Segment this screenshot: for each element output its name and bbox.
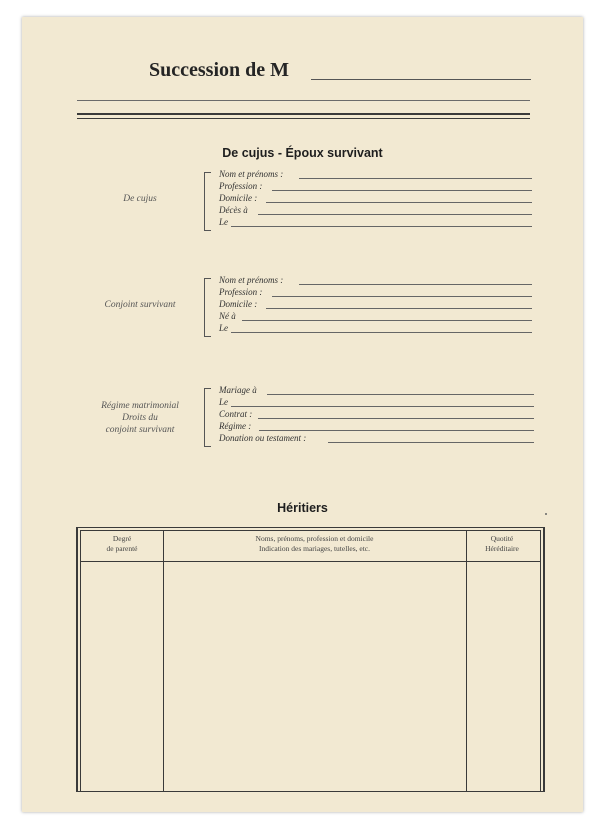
field-label: Contrat : (219, 409, 253, 419)
conjoint-field-le[interactable] (219, 323, 532, 335)
de-cujus-field-deces[interactable] (219, 205, 532, 217)
field-line (299, 284, 532, 285)
field-label: Profession : (219, 287, 263, 297)
field-line (231, 226, 532, 227)
conjoint-field-profession[interactable] (219, 287, 532, 299)
field-label: Né à (219, 311, 236, 321)
regime-field-donation[interactable] (219, 433, 534, 445)
field-line (299, 178, 532, 179)
field-label: Mariage à (219, 385, 257, 395)
heritiers-table (76, 527, 545, 792)
field-label: Donation ou testament : (219, 433, 307, 443)
regime-field-contrat[interactable] (219, 409, 534, 421)
title-fill-line (311, 79, 531, 80)
field-label: Profession : (219, 181, 263, 191)
regime-label-line-3: conjoint survivant (105, 425, 175, 435)
conjoint-field-name[interactable] (219, 275, 532, 287)
column-header-degre (81, 534, 163, 554)
field-line (242, 320, 532, 321)
table-inner-frame (80, 530, 541, 792)
column-divider-1 (163, 531, 164, 792)
header-double-rule (77, 113, 530, 119)
field-label: Le (219, 323, 228, 333)
field-line (231, 332, 532, 333)
de-cujus-field-le[interactable] (219, 217, 532, 229)
de-cujus-field-domicile[interactable] (219, 193, 532, 205)
field-label: Nom et prénoms : (219, 169, 284, 179)
field-label: Décès à (219, 205, 248, 215)
field-line (258, 214, 532, 215)
field-label: Domicile : (219, 299, 258, 309)
regime-field-mariage[interactable] (219, 385, 534, 397)
column-header-line: Héréditaire (485, 544, 519, 553)
field-label: Nom et prénoms : (219, 275, 284, 285)
field-line (272, 190, 532, 191)
de-cujus-field-profession[interactable] (219, 181, 532, 193)
de-cujus-field-name[interactable] (219, 169, 532, 181)
form-sheet (22, 17, 583, 812)
column-header-line: Quotité (490, 534, 514, 543)
field-line (266, 308, 532, 309)
column-header-line: Noms, prénoms, profession et domicile (255, 534, 374, 543)
conjoint-field-ne[interactable] (219, 311, 532, 323)
section-heading-de-cujus: De cujus - Époux survivant (222, 146, 383, 160)
regime-label (65, 400, 215, 436)
column-header-quotite (466, 534, 538, 554)
regime-bracket (204, 388, 211, 447)
title-row (149, 59, 569, 89)
stray-dot (545, 513, 547, 515)
regime-field-le[interactable] (219, 397, 534, 409)
regime-label-line-2: Droits du (122, 413, 158, 423)
column-header-line: Degré (112, 534, 132, 543)
column-header-line: Indication des mariages, tutelles, etc. (258, 544, 370, 553)
regime-field-regime[interactable] (219, 421, 534, 433)
column-header-noms (163, 534, 466, 554)
field-label: Le (219, 217, 228, 227)
field-line (267, 394, 534, 395)
table-header-divider (81, 561, 540, 562)
page-title: Succession de M (149, 59, 289, 81)
field-line (328, 442, 534, 443)
section-heading-heritiers: Héritiers (277, 501, 328, 515)
field-line (272, 296, 532, 297)
conjoint-bracket (204, 278, 211, 337)
regime-label-line-1: Régime matrimonial (101, 401, 179, 411)
field-label: Régime : (219, 421, 252, 431)
field-label: Le (219, 397, 228, 407)
field-line (231, 406, 534, 407)
conjoint-label: Conjoint survivant (104, 300, 176, 310)
header-fill-line (77, 100, 530, 101)
conjoint-field-domicile[interactable] (219, 299, 532, 311)
field-line (258, 418, 534, 419)
field-line (266, 202, 532, 203)
de-cujus-label: De cujus (123, 194, 157, 204)
de-cujus-bracket (204, 172, 211, 231)
column-header-line: de parenté (106, 544, 138, 553)
field-line (259, 430, 534, 431)
column-divider-2 (466, 531, 467, 792)
field-label: Domicile : (219, 193, 258, 203)
